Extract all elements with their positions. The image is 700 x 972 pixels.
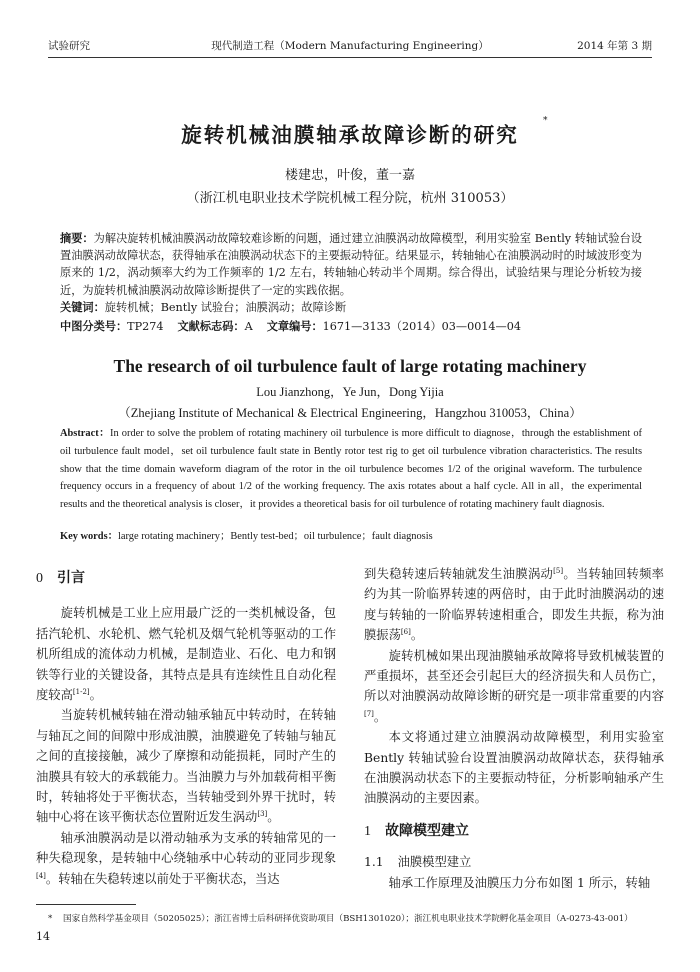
paragraph-end: 。转轴在失稳转速以前处于平衡状态，当达 <box>45 871 280 886</box>
subsection-title: 油膜模型建立 <box>397 855 472 870</box>
section-number: 1 <box>364 823 371 839</box>
intro-paragraph-3 <box>36 828 336 889</box>
clc-label: 中图分类号： <box>60 320 128 333</box>
subsection-heading-oil-film-model <box>364 852 664 872</box>
funding-footnote <box>48 912 668 924</box>
footnote-text: 国家自然科学基金项目（50205025）；浙江省博士后科研择优资助项目（BSH1301020）；浙江机电职业技术学院孵化基金项目（A-0273-43-001） <box>63 914 633 924</box>
abstract-en-label: Abstract： <box>60 428 111 439</box>
footnote-mark: * <box>48 914 53 924</box>
keywords-cn-text: 旋转机械；Bently 试验台；油膜涡动；故障诊断 <box>104 301 347 314</box>
header-rule <box>48 57 652 58</box>
paragraph-end: 。 <box>267 810 280 825</box>
header-journal-name: 现代制造工程（Modern Manufacturing Engineering） <box>211 40 489 52</box>
body-column-right <box>364 564 664 893</box>
paragraph-text: 到失稳转速后转轴就发生油膜涡动 <box>364 567 554 581</box>
keywords-cn-label: 关键词： <box>60 301 105 314</box>
clc-value: TP274 <box>127 320 164 333</box>
citation-ref: [3] <box>257 810 268 819</box>
abstract-cn-text: 为解决旋转机械油膜涡动故障较难诊断的问题，通过建立油膜涡动故障模型，利用实验室 Bently 转轴试验台设置油膜涡动故障状态，获得轴承在油膜涡动状态下的主要振动特征。结果显示，转轴轴心在油膜涡动时的时域波形变为原来的 1/2，涡动频率大约为工作频率的 1/2 左右，转轴轴心转动半个周期。综合得出，试验结果与理论分析较为接近，为旋转机械油膜涡动故障诊断提供了一定的实践依据。 <box>60 232 642 297</box>
authors-en: Lou Jianzhong，Ye Jun，Dong Yijia <box>256 385 444 399</box>
section-heading-introduction <box>36 568 336 589</box>
intro-paragraph-6: 本文将通过建立油膜涡动故障模型，利用实验室 Bently 转轴试验台设置油膜涡动故障状态，获得轴承在油膜涡动状态下的主要振动特征，分析影响轴承产生油膜涡动的主要因素。 <box>364 730 664 806</box>
keywords-en <box>60 527 642 542</box>
keywords-en-text: large rotating machinery；Bently test-bed；oil turbulence；fault diagnosis <box>118 531 433 542</box>
paragraph-text: 旋转机械如果出现油膜轴承故障将导致机械装置的严重损坏，甚至还会引起巨大的经济损失和人员伤亡，所以对油膜涡动故障诊断的研究是一项非常重要的内容 <box>364 648 664 704</box>
intro-paragraph-5 <box>364 646 664 728</box>
header-issue: 2014 年第 3 期 <box>577 40 652 52</box>
intro-paragraph-4 <box>364 564 664 646</box>
paragraph-text: 当旋转机械转轴在滑动轴承轴瓦中转动时，在转轴与轴瓦之间的间隙中形成油膜，油膜避免了转轴与轴瓦之间的直接接触，减少了摩擦和动能损耗，同时产生的油膜具有较大的承载能力。当油膜力与外加载荷相平衡时，转轴将处于平衡状态，当转轴受到外界干扰时，转轴中心将在该平衡状态位置附近发生涡动 <box>36 708 336 825</box>
paragraph-text: 旋转机械是工业上应用最广泛的一类机械设备，包括汽轮机、水轮机、燃气轮机及烟气轮机等驱动的工作机所组成的流体动力机械，是制造业、石化、电力和钢铁等行业的关键设备，其特点是具有连续性且自动化程度较高 <box>36 606 336 703</box>
keywords-en-label: Key words： <box>60 531 119 542</box>
paragraph-end: 。 <box>89 688 102 703</box>
abstract-en <box>60 425 642 514</box>
doc-code-label: 文献标志码： <box>177 320 245 333</box>
paragraph-text: 轴承油膜涡动是以滑动轴承为支承的转轴常见的一种失稳现象，是转轴中心绕轴承中心转动的亚同步现象 <box>36 830 336 866</box>
footnote-rule <box>36 904 136 905</box>
paragraph-text: 。当转轴回转频率约为其一阶临界转速的两倍时，由于此时油膜涡动的速度与转轴的一阶临界转速相重合，即发生共振，称为油膜振荡 <box>364 567 664 643</box>
section1-paragraph-1: 轴承工作原理及油膜压力分布如图 1 所示，转轴 <box>388 875 651 890</box>
keywords-cn <box>60 300 642 316</box>
page-number: 14 <box>36 930 50 943</box>
abstract-cn <box>60 230 642 299</box>
page-title-cn: 旋转机械油膜轴承故障诊断的研究 <box>181 123 519 147</box>
abstract-en-text: In order to solve the problem of rotating machinery oil turbulence is more difficult to diagnose，through the establishment of oil turbulence fault model，set oil turbulence fault state in Bently rotor test rig to get oil turbulence vibration characteristics. The results show that the time domain waveform diagram of the rotor in the oil turbulence becomes 1/2 of the original waveform. The turbulence frequency occurs in a frequency of about 1/2 of the working frequency. The axis rotates about a half cycle. All in all，the experimental results and the theoretical analysis is closer，it provides a theoretical basis for oil turbulence of rotating machinery fault diagnosis. <box>60 428 642 511</box>
affiliation-en: （Zhejiang Institute of Mechanical & Electrical Engineering，Hangzhou 310053，China） <box>118 406 582 420</box>
abstract-cn-label: 摘要： <box>60 232 94 245</box>
section-heading-fault-model <box>364 821 664 842</box>
title-footnote-mark: * <box>543 116 548 126</box>
section-number: 0 <box>36 571 43 586</box>
citation-ref: [5] <box>553 566 564 575</box>
body-column-left <box>36 568 336 889</box>
citation-ref: [4] <box>36 871 46 880</box>
paragraph-end: 。 <box>373 709 387 724</box>
doc-code-value: A <box>244 320 253 333</box>
affiliation-cn: （浙江机电职业技术学院机械工程分院，杭州 310053） <box>186 191 514 206</box>
running-header <box>48 38 652 54</box>
citation-ref: [6] <box>400 628 411 637</box>
page-title-en: The research of oil turbulence fault of large rotating machinery <box>113 356 587 376</box>
intro-paragraph-2 <box>36 705 336 827</box>
article-id-label: 文章编号： <box>266 320 323 333</box>
intro-paragraph-1 <box>36 603 336 705</box>
paragraph-end: 。 <box>410 628 424 643</box>
section-title: 引言 <box>57 570 85 586</box>
classification-info <box>60 319 642 335</box>
authors-cn: 楼建忠，叶俊，董一嘉 <box>284 168 415 183</box>
citation-ref: [7] <box>364 709 374 718</box>
header-section-label: 试验研究 <box>48 40 90 52</box>
subsection-number: 1.1 <box>364 855 384 870</box>
section-title: 故障模型建立 <box>385 822 469 839</box>
article-id-value: 1671—3133（2014）03—0014—04 <box>322 320 521 333</box>
citation-ref: [1-2] <box>72 687 90 696</box>
